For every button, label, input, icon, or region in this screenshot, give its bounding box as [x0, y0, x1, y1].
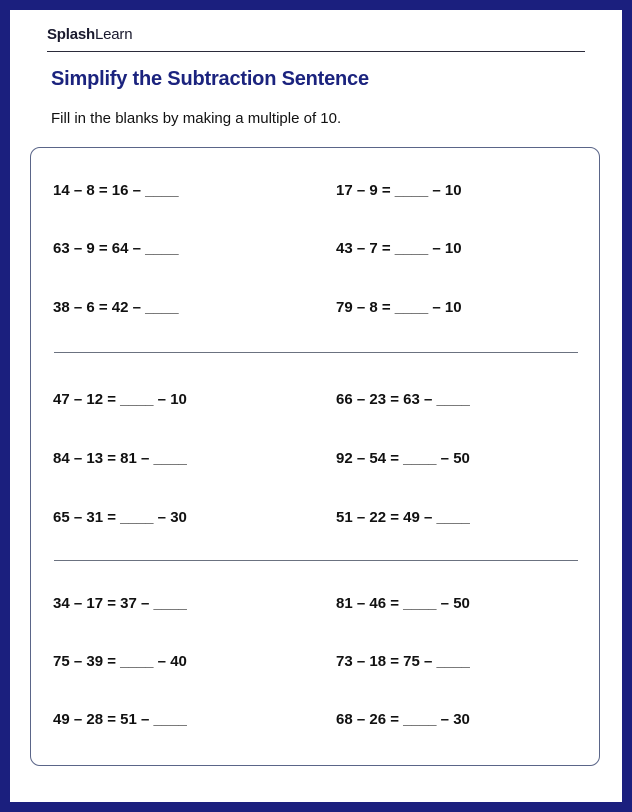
problem-7: 47 – 12 = ____ – 10 [53, 391, 187, 408]
problem-4: 43 – 7 = ____ – 10 [336, 240, 462, 257]
header-divider [47, 51, 585, 52]
problem-2: 17 – 9 = ____ – 10 [336, 182, 462, 199]
problem-17: 49 – 28 = 51 – ____ [53, 711, 187, 728]
section-divider-1 [54, 352, 578, 353]
brand-logo-part2: Learn [94, 26, 133, 43]
instructions-text: Fill in the blanks by making a multiple of 10. [51, 110, 342, 127]
problem-12: 51 – 22 = 49 – ____ [336, 509, 470, 526]
problem-5: 38 – 6 = 42 – ____ [53, 299, 179, 316]
problems-box [30, 147, 600, 766]
problem-8: 66 – 23 = 63 – ____ [336, 391, 470, 408]
brand-logo-part1: Splash [47, 26, 95, 43]
problem-11: 65 – 31 = ____ – 30 [53, 509, 187, 526]
worksheet-title: Simplify the Subtraction Sentence [51, 68, 369, 90]
problem-1: 14 – 8 = 16 – ____ [53, 182, 179, 199]
worksheet-page [10, 10, 622, 802]
section-divider-2 [54, 560, 578, 561]
problem-14: 81 – 46 = ____ – 50 [336, 595, 470, 612]
problem-3: 63 – 9 = 64 – ____ [53, 240, 179, 257]
brand-logo [47, 26, 132, 43]
problem-6: 79 – 8 = ____ – 10 [336, 299, 462, 316]
problem-9: 84 – 13 = 81 – ____ [53, 450, 187, 467]
problem-18: 68 – 26 = ____ – 30 [336, 711, 470, 728]
problem-16: 73 – 18 = 75 – ____ [336, 653, 470, 670]
problem-15: 75 – 39 = ____ – 40 [53, 653, 187, 670]
problem-13: 34 – 17 = 37 – ____ [53, 595, 187, 612]
problem-10: 92 – 54 = ____ – 50 [336, 450, 470, 467]
